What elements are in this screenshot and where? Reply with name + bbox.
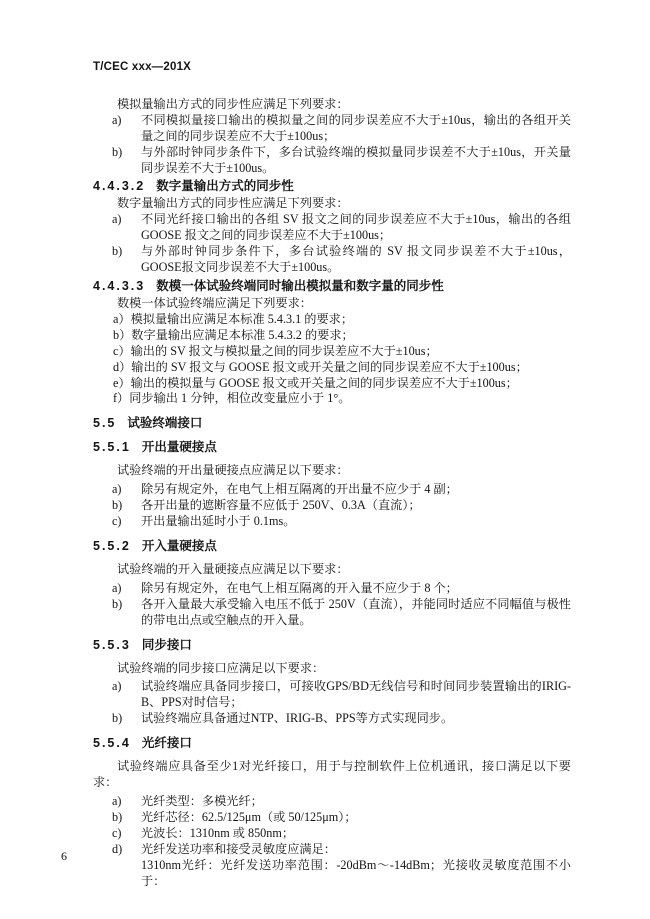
- section-number: 5.5: [93, 416, 117, 431]
- list-item: [93, 113, 571, 145]
- list-item-text: 光纤类型：多模光纤；: [141, 794, 263, 808]
- section-number: 4.4.3.2: [93, 179, 146, 194]
- list-item-continuation: 1310nm光纤：光纤发送功率范围：-20dBm～-14dBm；光接收灵敏度范围不小于：: [141, 857, 571, 888]
- list-item: [93, 244, 571, 276]
- list-item-marker: a): [112, 112, 122, 127]
- list-item: [93, 212, 571, 244]
- list-item-text: 光波长：1310nm 或 850nm；: [141, 825, 295, 840]
- list-4-4-3-2: [93, 212, 571, 276]
- list-item-text: 与外部时钟同步条件下，多台试验终端的 SV 报文同步误差不大于±10us，GOOSE报文同步误差不大于±100us。: [141, 244, 571, 275]
- list-item: [93, 842, 571, 890]
- section-heading-5-5-4: [93, 735, 571, 751]
- list-item: [93, 711, 571, 727]
- list-item: f）同步输出 1 分钟，相位改变量应小于 1°。: [113, 391, 351, 406]
- list-item-text-line: 光纤发送功率和接受灵敏度应满足：: [141, 841, 336, 856]
- header-doc-code: T/CEC xxx—201X: [93, 61, 192, 73]
- paragraph-5-5-2-intro: 试验终端的开入量硬接点应满足以下要求：: [117, 561, 349, 576]
- list-item-text: 各开出量的遮断容量不应低于 250V、0.3A（直流）；: [141, 498, 421, 513]
- section-title: 光纤接口: [141, 736, 192, 751]
- list-item: e）输出的模拟量与 GOOSE 报文或开关量之间的同步误差应不大于±100us；: [113, 375, 518, 390]
- list-item-marker: b): [112, 244, 123, 259]
- section-number: 5.5.1: [93, 440, 131, 455]
- list-item-marker: a): [112, 482, 122, 497]
- list-item: c）输出的 SV 报文与模拟量之间的同步误差应不大于±10us；: [113, 343, 438, 358]
- list-item-text: 各开入量最大承受输入电压不低于 250V（直流），并能同时适应不同幅值与极性的带电出点或空触点的开入量。: [141, 596, 571, 627]
- list-item-marker: b): [112, 809, 123, 824]
- section-title: 数模一体试验终端同时输出模拟量和数字量的同步性: [156, 278, 444, 293]
- list-item-text: 与外部时钟同步条件下，多台试验终端的模拟量同步误差不大于±10us，开关量同步误差不大于±100us。: [141, 144, 571, 175]
- list-item: d）输出的 SV 报文与 GOOSE 报文或开关量之间的同步误差应不大于±100us；: [113, 359, 528, 374]
- list-5-5-4: [93, 794, 571, 889]
- list-item-text: 开出量输出延时小于 0.1ms。: [141, 514, 296, 529]
- list-item-text: 除另有规定外，在电气上相互隔离的开出量不应少于 4 副；: [141, 482, 458, 497]
- section-heading-5-5: [93, 415, 571, 431]
- list-item-marker: a): [112, 580, 122, 595]
- list-item-text: 不同光纤接口输出的各组 SV 报文之间的同步误差应不大于±10us，输出的各组GOOSE 报文之间的同步误差应不大于±100us；: [141, 212, 571, 243]
- list-item-text: 光纤芯径：62.5/125μm（或 50/125μm）；: [141, 809, 357, 824]
- list-item: [93, 482, 571, 498]
- list-item-text: 试验终端应具备通过NTP、IRIG-B、PPS等方式实现同步。: [141, 711, 454, 726]
- list-item-marker: c): [112, 514, 122, 529]
- list-item-marker: a): [112, 212, 122, 227]
- section-number: 5.5.2: [93, 538, 131, 553]
- paragraph-4-4-3-3-intro: 数模一体试验终端应满足下列要求：: [117, 295, 312, 310]
- list-item-marker: b): [112, 144, 123, 159]
- paragraph-5-5-3-intro: 试验终端的同步接口应满足以下要求：: [117, 660, 325, 675]
- list-item: [93, 794, 571, 810]
- page-number: 6: [61, 849, 67, 863]
- list-item: [93, 679, 571, 711]
- list-item-text: 试验终端应具备同步接口，可接收GPS/BD无线信号和时间同步装置输出的IRIG-B、PPS对时信号；: [141, 679, 571, 710]
- list-item-marker: c): [112, 825, 122, 840]
- section-heading-5-5-2: [93, 538, 571, 554]
- list-item-marker: a): [112, 794, 122, 808]
- list-sync-analog: [93, 113, 571, 177]
- list-item-text: 除另有规定外，在电气上相互隔离的开入量不应少于 8 个；: [141, 580, 458, 595]
- list-item-text: 不同模拟量接口输出的模拟量之间的同步误差应不大于±10us，输出的各组开关量之间的同步误差应不大于±100us；: [141, 112, 571, 143]
- section-heading-5-5-1: [93, 439, 571, 455]
- list-item: [93, 145, 571, 177]
- paragraph-5-5-4-intro: 试验终端应具备至少1对光纤接口，用于与控制软件上位机通讯，接口满足以下要求：: [93, 759, 571, 790]
- section-heading-5-5-3: [93, 637, 571, 653]
- page-content: [93, 60, 571, 889]
- list-item: [93, 826, 571, 842]
- list-item: [93, 597, 571, 629]
- list-item-marker: a): [112, 679, 122, 694]
- paragraph-5-5-1-intro: 试验终端的开出量硬接点应满足以下要求：: [117, 463, 349, 478]
- list-item: b）数字量输出应满足本标准 5.4.3.2 的要求；: [113, 327, 354, 342]
- section-heading-4-4-3-3: [93, 278, 571, 294]
- section-number: 5.5.3: [93, 637, 131, 652]
- section-title: 开入量硬接点: [141, 538, 217, 553]
- section-heading-4-4-3-2: [93, 178, 571, 194]
- section-title: 数字量输出方式的同步性: [156, 179, 294, 194]
- section-number: 5.5.4: [93, 736, 131, 751]
- list-item: a）模拟量输出应满足本标准 5.4.3.1 的要求；: [113, 311, 354, 326]
- list-item-marker: d): [112, 841, 123, 856]
- list-5-5-2: [93, 581, 571, 629]
- list-item: [93, 514, 571, 530]
- list-item-text: [141, 842, 571, 890]
- list-item-marker: b): [112, 711, 123, 726]
- list-4-4-3-3: [93, 312, 571, 407]
- list-item: [93, 581, 571, 597]
- list-item-marker: b): [112, 498, 123, 513]
- section-title: 试验终端接口: [127, 416, 203, 431]
- list-5-5-3: [93, 679, 571, 727]
- list-5-5-1: [93, 482, 571, 530]
- section-title: 开出量硬接点: [141, 440, 217, 455]
- section-title: 同步接口: [141, 637, 192, 652]
- paragraph-4-4-3-2-intro: 数字量输出方式的同步性应满足下列要求：: [117, 196, 349, 211]
- list-item: [93, 810, 571, 826]
- list-item-marker: b): [112, 596, 123, 611]
- list-item: [93, 498, 571, 514]
- section-number: 4.4.3.3: [93, 278, 146, 293]
- paragraph-sync-analog-intro: 模拟量输出方式的同步性应满足下列要求：: [117, 96, 349, 111]
